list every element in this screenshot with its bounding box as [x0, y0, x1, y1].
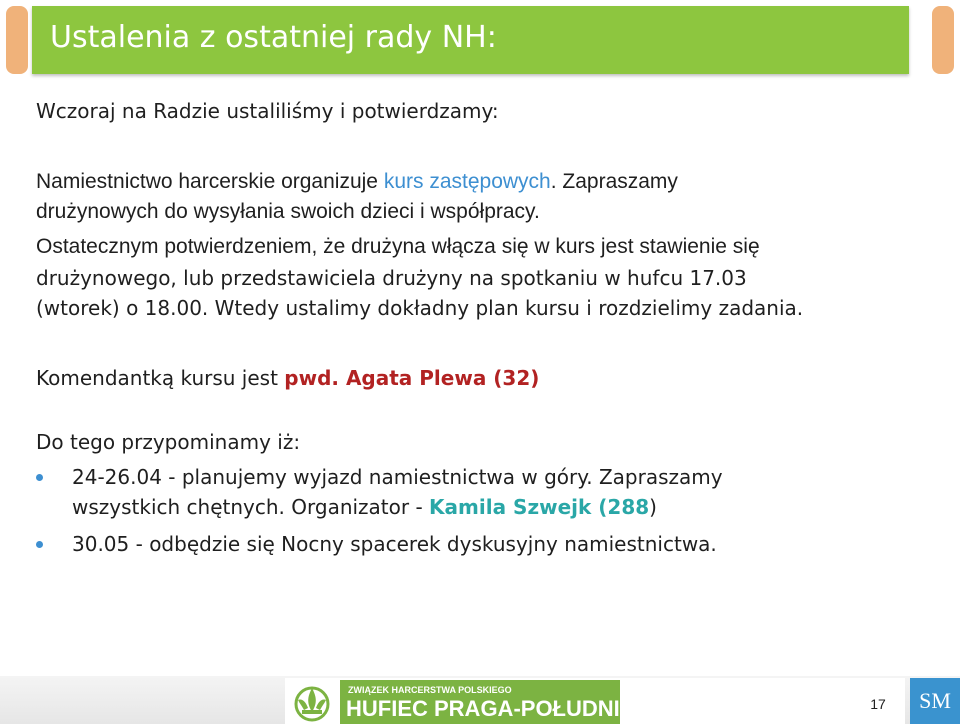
left-edge-decoration [6, 6, 28, 74]
paragraph-confirm-line1: Ostatecznym potwierdzeniem, że drużyna włącza się w kurs jest stawienie się [36, 235, 760, 258]
sm-badge [910, 678, 960, 724]
bullet-walk-line: 30.05 - odbędzie się Nocny spacerek dyskusyjny namiestnictwa. [72, 532, 717, 556]
bullet-trip-line1: 24-26.04 - planujemy wyjazd namiestnictwa w góry. Zapraszamy [72, 465, 723, 489]
reminder-heading: Do tego przypominamy iż: [36, 430, 301, 454]
page-number: 17 [870, 696, 886, 712]
bullet-trip-prefix: wszystkich chętnych. Organizator - [72, 495, 430, 519]
bullet-dot-icon [36, 474, 43, 481]
organizer-name: Kamila Szwejk (288 [429, 495, 650, 519]
sm-badge-text: SM [919, 688, 951, 713]
commander-prefix: Komendantką kursu jest [36, 366, 285, 390]
right-edge-decoration [932, 6, 954, 74]
course-link[interactable]: kurs zastępowych [383, 170, 551, 193]
bullet-dot-icon [36, 541, 43, 548]
org-banner [340, 680, 635, 724]
intro-text: Wczoraj na Radzie ustaliliśmy i potwierdzamy: [36, 99, 499, 123]
paragraph-course-text-end: . Zapraszamy [550, 170, 678, 193]
commander-line [36, 363, 539, 393]
org-small-text: ZWIĄZEK HARCERSTWA POLSKIEGO [348, 685, 512, 695]
paragraph-confirm-line3: (wtorek) o 18.00. Wtedy ustalimy dokładny plan kursu i rozdzielimy zadania. [36, 296, 804, 320]
paragraph-confirm-line2: drużynowego, lub przedstawiciela drużyny na spotkaniu w hufcu 17.03 [36, 266, 747, 290]
bullet-trip-line2 [72, 492, 657, 522]
slide-title: Ustalenia z ostatniej rady NH: [50, 20, 497, 55]
scout-lily-logo-icon [284, 682, 340, 722]
paragraph-course-line1 [36, 167, 678, 197]
org-big-text: HUFIEC PRAGA-POŁUDNIE [346, 696, 635, 721]
bullet-trip-suffix: ) [649, 495, 657, 519]
commander-name: pwd. Agata Plewa (32) [284, 366, 540, 390]
paragraph-course-text: Namiestnictwo harcerskie organizuje [36, 170, 384, 193]
paragraph-course-line2: drużynowych do wysyłania swoich dzieci i współpracy. [36, 200, 540, 223]
title-bar [32, 6, 909, 74]
